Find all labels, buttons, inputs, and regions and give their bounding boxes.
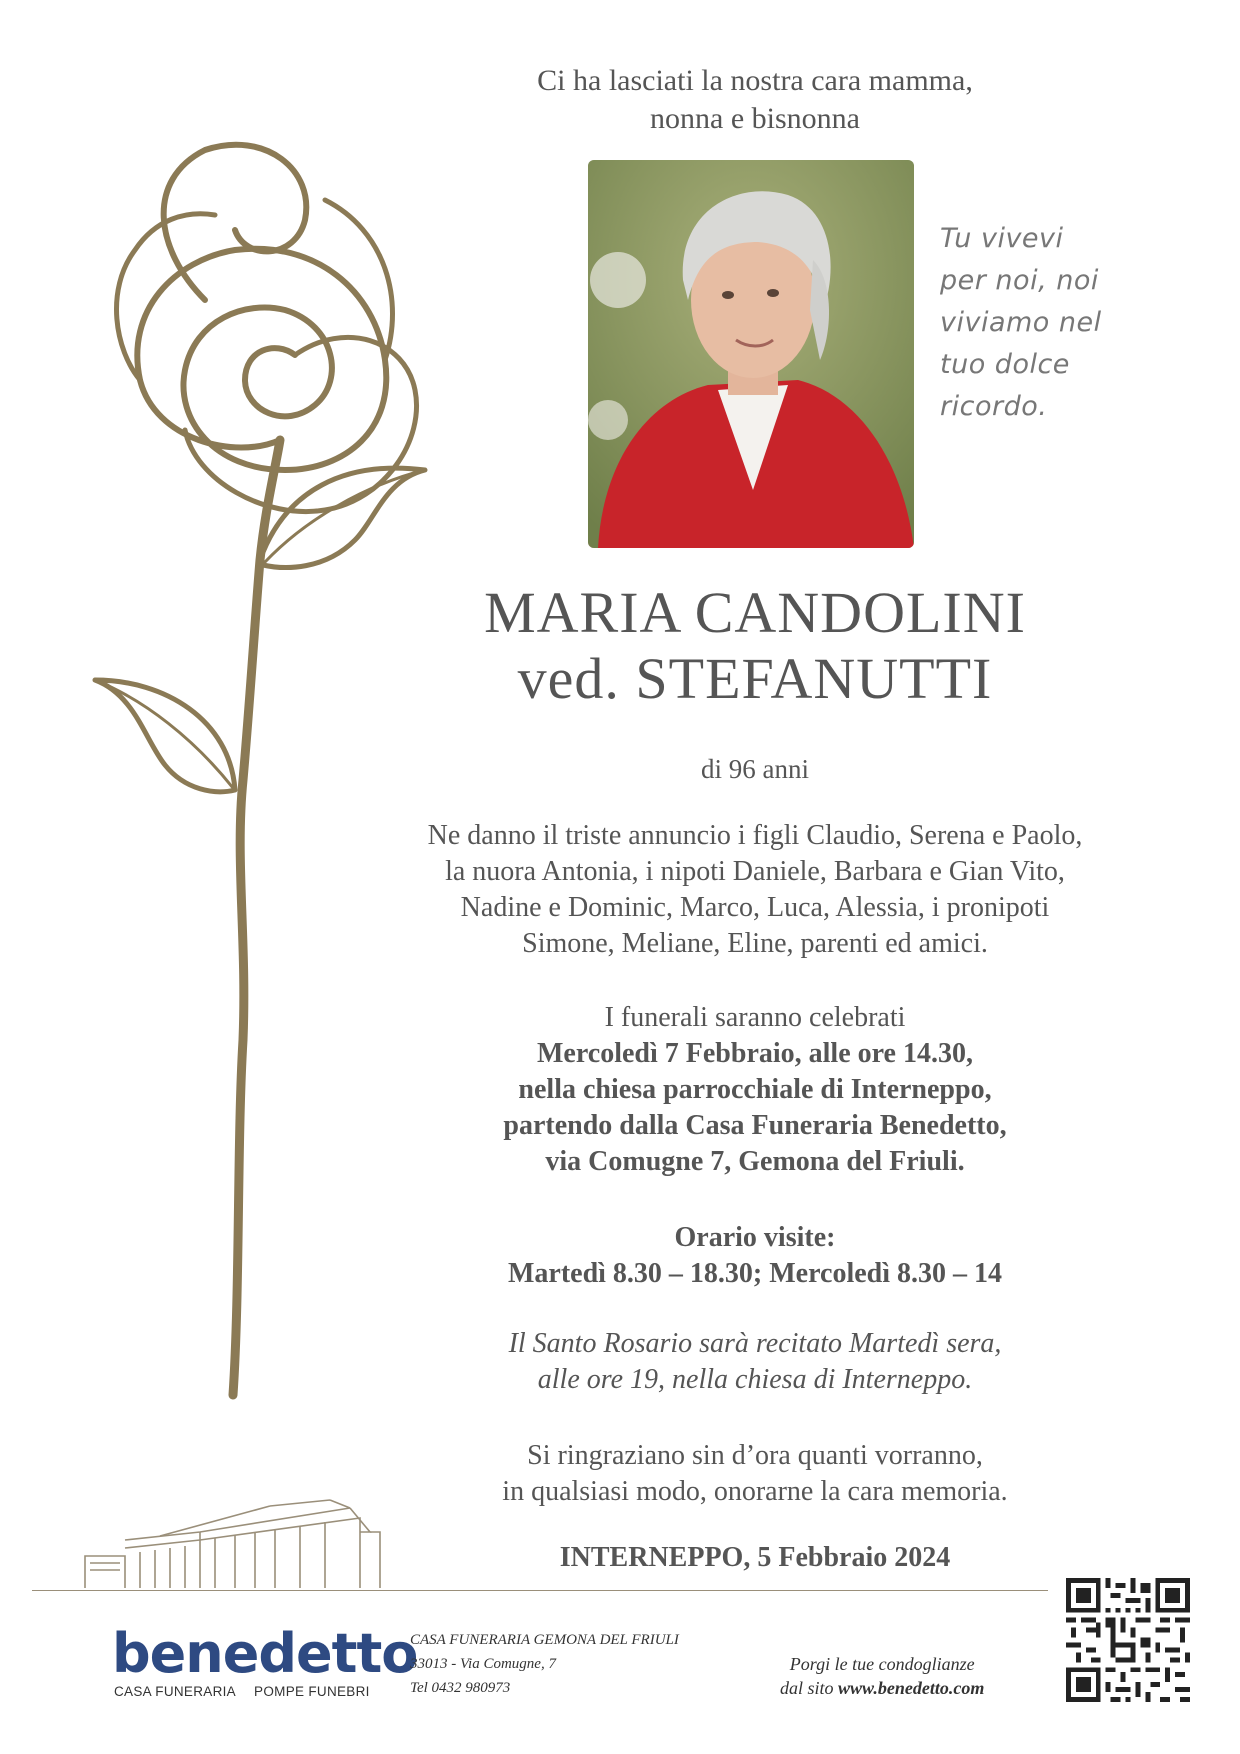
contact-line: Tel 0432 980973 [410,1680,511,1696]
visiting-hours [395,1220,1115,1292]
name-line: ved. STEFANUTTI [517,646,993,711]
memorial-quote [940,218,1140,428]
brand-subtitle-item: POMPE FUNEBRI [254,1684,370,1699]
funeral-detail-line: nella chiesa parrocchiale di Interneppo, [518,1074,992,1105]
rosary-notice [395,1326,1115,1398]
intro-line: Ci ha lasciati la nostra cara mamma, [537,64,973,97]
announcement-line: Ne danno il triste annuncio i figli Claudio, Serena e Paolo, [427,820,1083,851]
condolences-line [780,1676,984,1700]
name-line: MARIA CANDOLINI [484,580,1026,645]
condolences-line: Porgi le tue condoglianze [789,1654,975,1674]
place-date: INTERNEPPO, 5 Febbraio 2024 [559,1542,951,1573]
footer-divider [32,1590,1048,1591]
deceased-name [395,580,1115,712]
intro-line: nonna e bisnonna [650,102,860,135]
quote-line: per noi, noi [940,265,1099,296]
contact-info [410,1628,679,1700]
announcement-line: Simone, Meliane, Eline, parenti ed amici. [522,928,988,959]
brand-subtitle-item: CASA FUNERARIA [114,1684,236,1699]
thanks-line: Si ringraziano sin d’ora quanti vorranno, [527,1440,983,1471]
age-text: di 96 anni [701,754,809,784]
quote-line: ricordo. [940,391,1048,422]
quote-line: viviamo nel [940,307,1102,338]
portrait-photo [588,160,914,548]
funeral-intro: I funerali saranno celebrati [604,1002,906,1033]
rosary-line: alle ore 19, nella chiesa di Interneppo. [537,1364,973,1395]
brand-subtitle [114,1684,384,1699]
visits-times: Martedì 8.30 – 18.30; Mercoledì 8.30 – 14 [507,1258,1003,1289]
funeral-detail-line: via Comugne 7, Gemona del Friuli. [545,1146,965,1177]
thanks-text [395,1438,1115,1510]
contact-line: CASA FUNERARIA GEMONA DEL FRIULI [410,1632,679,1648]
rosary-line: Il Santo Rosario sarà recitato Martedì sera, [508,1328,1002,1359]
announcement-text [395,818,1115,962]
condolences-note [780,1652,984,1700]
condolences-site-link[interactable]: www.benedetto.com [838,1678,985,1698]
funeral-home-building-icon [30,1460,410,1595]
announcement-line: Nadine e Dominic, Marco, Luca, Alessia, i pronipoti [460,892,1050,923]
condolences-prefix: dal sito [780,1678,834,1698]
qr-code[interactable] [1066,1578,1190,1702]
brand-logo: benedetto [112,1622,418,1685]
quote-line: Tu vivevi [940,223,1064,254]
thanks-line: in qualsiasi modo, onorarne la cara memoria. [502,1476,1008,1507]
funeral-details [395,1000,1115,1180]
funeral-detail-line: partendo dalla Casa Funeraria Benedetto, [503,1110,1007,1141]
intro-text [395,62,1115,138]
visits-title: Orario visite: [674,1222,836,1253]
funeral-detail-line: Mercoledì 7 Febbraio, alle ore 14.30, [537,1038,973,1069]
quote-line: tuo dolce [940,349,1070,380]
announcement-line: la nuora Antonia, i nipoti Daniele, Barbara e Gian Vito, [445,856,1065,887]
contact-line: 33013 - Via Comugne, 7 [410,1656,556,1672]
